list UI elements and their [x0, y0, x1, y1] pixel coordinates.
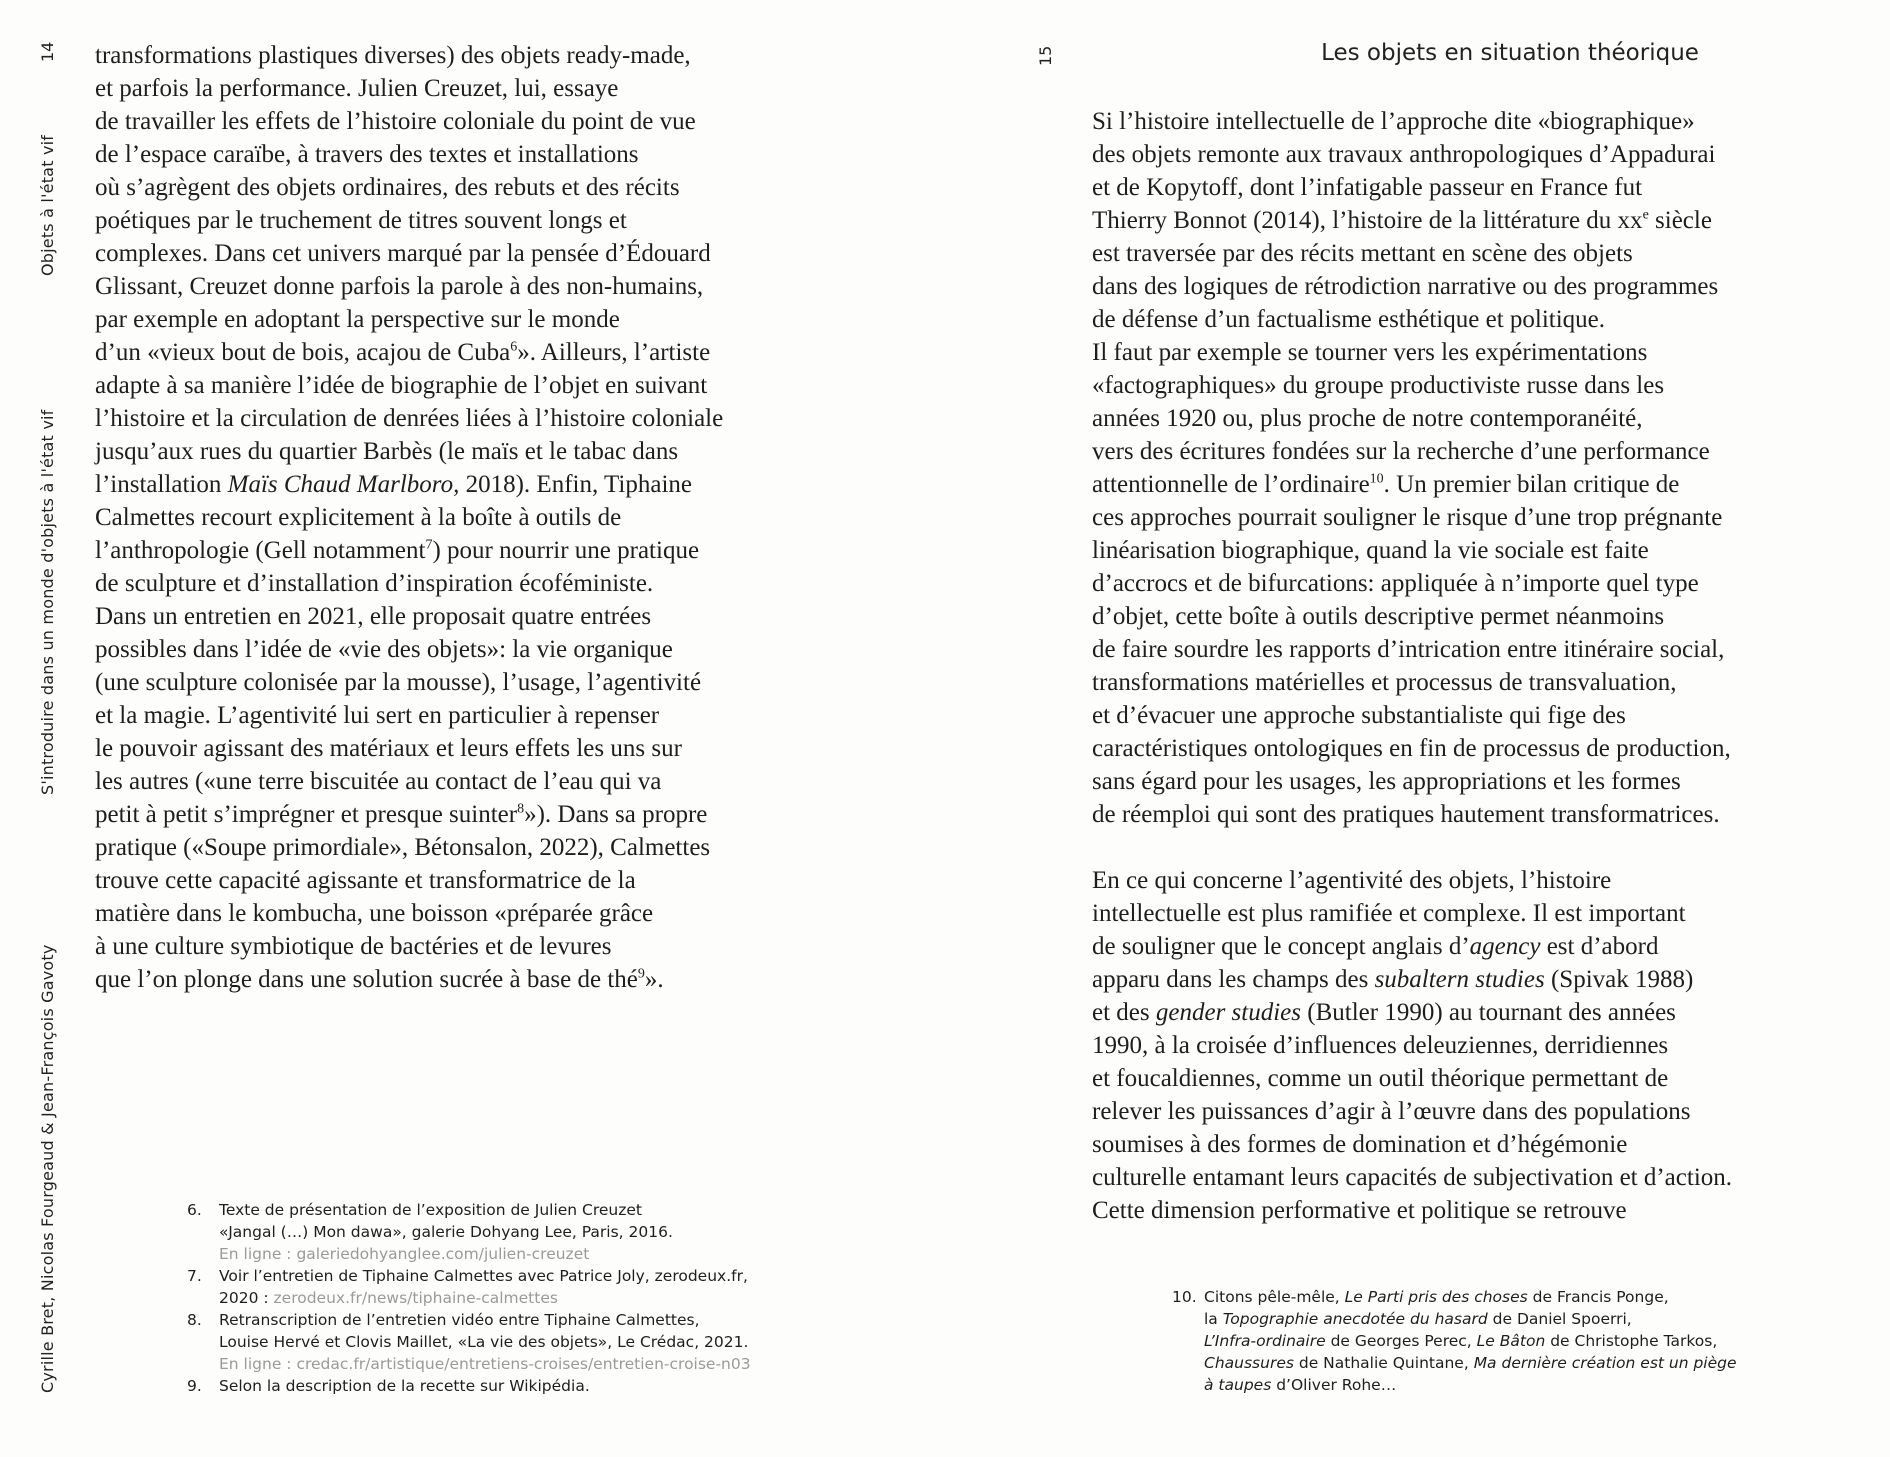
text-line: pratique («Soupe primordiale», Bétonsalon, 2022), Calmettes: [95, 834, 711, 861]
footnote-reference: 10: [1369, 471, 1384, 487]
footnote-line: la Topographie anecdotée du hasard de Daniel Spoerri,: [1204, 1310, 1632, 1328]
footnote-number: 9.: [187, 1377, 202, 1395]
running-head: Les objets en situation théorique: [1321, 40, 1699, 66]
footnote: [187, 1375, 751, 1397]
footnote: [1172, 1286, 1737, 1396]
text-line: les autres («une terre biscuitée au contact de l’eau qui va: [95, 768, 662, 795]
footnote-line: Chaussures de Nathalie Quintane, Ma dernière création est un piège: [1204, 1354, 1737, 1372]
text-line: à une culture symbiotique de bactéries et de levures: [95, 933, 612, 960]
right-body-text: [1092, 105, 1732, 1227]
text-line: adapte à sa manière l’idée de biographie de l’objet en suivant: [95, 372, 708, 399]
text-line: Si l’histoire intellectuelle de l’approche dite «biographique»: [1092, 108, 1695, 135]
text-line: d’accrocs et de bifurcations: appliquée à n’importe quel type: [1092, 570, 1699, 597]
text-line: par exemple en adoptant la perspective sur le monde: [95, 306, 620, 333]
text-line: années 1920 ou, plus proche de notre contemporanéité,: [1092, 405, 1643, 432]
text-line: de souligner que le concept anglais d’agency est d’abord: [1092, 933, 1659, 960]
text-line: et parfois la performance. Julien Creuzet, lui, essaye: [95, 75, 619, 102]
text-line: (une sculpture colonisée par la mousse), l’usage, l’agentivité: [95, 669, 702, 696]
text-line: où s’agrègent des objets ordinaires, des rebuts et des récits: [95, 174, 680, 201]
text-line: soumises à des formes de domination et d’hégémonie: [1092, 1131, 1628, 1158]
text-line: le pouvoir agissant des matériaux et leurs effets les uns sur: [95, 735, 682, 762]
text-line: de défense d’un factualisme esthétique et politique.: [1092, 306, 1606, 333]
text-line: En ce qui concerne l’agentivité des objets, l’histoire: [1092, 867, 1612, 894]
italic-title: L’Infra-ordinaire: [1204, 1332, 1326, 1350]
footnote-number: 6.: [187, 1201, 202, 1219]
page-number-left: 14: [38, 41, 57, 62]
text-line: l’histoire et la circulation de denrées liées à l’histoire coloniale: [95, 405, 724, 432]
text-line: poétiques par le truchement de titres souvent longs et: [95, 207, 627, 234]
text-line: Calmettes recourt explicitement à la boîte à outils de: [95, 504, 622, 531]
text-line: possibles dans l’idée de «vie des objets»: la vie organique: [95, 636, 673, 663]
footnote-number: 7.: [187, 1267, 202, 1285]
footnote: [187, 1265, 751, 1309]
footnote-line: à taupes d’Oliver Rohe…: [1204, 1376, 1397, 1394]
text-line: trouve cette capacité agissante et transformatrice de la: [95, 867, 636, 894]
text-line: caractéristiques ontologiques en fin de processus de production,: [1092, 735, 1731, 762]
footnote-line: Texte de présentation de l’exposition de Julien Creuzet: [219, 1201, 643, 1219]
footnote-url[interactable]: galeriedohyanglee.com/julien-creuzet: [296, 1245, 590, 1263]
text-line: et d’évacuer une approche substantialiste qui fige des: [1092, 702, 1626, 729]
italic-title: Maïs Chaud Marlboro,: [227, 471, 460, 498]
italic-title: Le Parti pris des choses: [1344, 1288, 1528, 1306]
text-line: Glissant, Creuzet donne parfois la parole à des non-humains,: [95, 273, 704, 300]
sidebar-chapter-title: S'introduire dans un monde d'objets à l'état vif: [38, 409, 57, 795]
footnote-line: Voir l’entretien de Tiphaine Calmettes avec Patrice Joly, zerodeux.fr,: [219, 1267, 748, 1285]
text-line: l’anthropologie (Gell notamment$^7$) pour nourrir une pratique: [95, 537, 700, 564]
text-line: d’objet, cette boîte à outils descriptive permet néanmoins: [1092, 603, 1665, 630]
footnote-reference: 9: [637, 966, 645, 982]
link-label: En ligne :: [219, 1245, 297, 1263]
text-line: linéarisation biographique, quand la vie sociale est faite: [1092, 537, 1649, 564]
text-line: et la magie. L’agentivité lui sert en particulier à repenser: [95, 702, 660, 729]
text-line: Dans un entretien en 2021, elle proposait quatre entrées: [95, 603, 652, 630]
text-line: complexes. Dans cet univers marqué par la pensée d’Édouard: [95, 240, 711, 267]
footnote-reference: 8: [517, 801, 525, 817]
right-footnotes: [1172, 1286, 1737, 1396]
footnote-line: Citons pêle-mêle, Le Parti pris des choses de Francis Ponge,: [1204, 1288, 1669, 1306]
footnote-url[interactable]: credac.fr/artistique/entretiens-croises/entretien-croise-n03: [296, 1355, 751, 1373]
text-line: que l’on plonge dans une solution sucrée à base de thé$^9$».: [95, 966, 664, 993]
text-line: de l’espace caraïbe, à travers des textes et installations: [95, 141, 639, 168]
footnote-link-line: 2020 : zerodeux.fr/news/tiphaine-calmettes: [219, 1289, 558, 1307]
page-number-right: 15: [1036, 45, 1055, 66]
text-line: vers des écritures fondées sur la recherche d’une performance: [1092, 438, 1710, 465]
footnote-reference: 7: [425, 537, 433, 553]
text-line: Il faut par exemple se tourner vers les expérimentations: [1092, 339, 1648, 366]
text-line: intellectuelle est plus ramifiée et complexe. Il est important: [1092, 900, 1686, 927]
text-line: attentionnelle de l’ordinaire$^{10}$. Un premier bilan critique de: [1092, 471, 1680, 498]
italic-title: gender studies: [1155, 999, 1301, 1026]
text-line: et des gender studies (Butler 1990) au tournant des années: [1092, 999, 1676, 1026]
footnote-link-line: [219, 1353, 751, 1375]
left-body-text: [95, 39, 723, 996]
text-line: d’un «vieux bout de bois, acajou de Cuba$^6$». Ailleurs, l’artiste: [95, 339, 711, 366]
text-line: culturelle entamant leurs capacités de subjectivation et d’action.: [1092, 1164, 1733, 1191]
italic-title: agency: [1469, 933, 1541, 960]
text-line: dans des logiques de rétrodiction narrative ou des programmes: [1092, 273, 1719, 300]
text-line: de réemploi qui sont des pratiques hautement transformatrices.: [1092, 801, 1720, 828]
text-line: petit à petit s’imprégner et presque suinter$^8$»). Dans sa propre: [95, 801, 708, 828]
text-line: de faire sourdre les rapports d’intrication entre itinéraire social,: [1092, 636, 1725, 663]
footnote-number: 10.: [1172, 1288, 1197, 1306]
text-line: Thierry Bonnot (2014), l’histoire de la littérature du $xx^e$ siècle: [1092, 207, 1712, 234]
footnote-link-line: [219, 1243, 751, 1265]
sidebar-authors: Cyrille Bret, Nicolas Fourgeaud & Jean-François Gavoty: [38, 944, 57, 1393]
italic-title: à taupes: [1204, 1376, 1272, 1394]
footnote-line: Louise Hervé et Clovis Maillet, «La vie des objets», Le Crédac, 2021.: [219, 1333, 749, 1351]
paragraph-break: [1092, 831, 1732, 864]
sidebar-book-title: Objets à l'état vif: [38, 134, 57, 276]
text-line: jusqu’aux rues du quartier Barbès (le maïs et le tabac dans: [95, 438, 679, 465]
italic-title: Le Bâton: [1476, 1332, 1546, 1350]
text-line: de sculpture et d’installation d’inspiration écoféministe.: [95, 570, 654, 597]
text-line: et foucaldiennes, comme un outil théorique permettant de: [1092, 1065, 1669, 1092]
text-line: relever les puissances d’agir à l’œuvre dans des populations: [1092, 1098, 1691, 1125]
italic-title: Chaussures: [1204, 1354, 1294, 1372]
footnote: [187, 1199, 751, 1265]
footnote-line: «Jangal (…) Mon dawa», galerie Dohyang Lee, Paris, 2016.: [219, 1223, 673, 1241]
text-line: apparu dans les champs des subaltern studies (Spivak 1988): [1092, 966, 1694, 993]
text-line: transformations matérielles et processus de transvaluation,: [1092, 669, 1677, 696]
italic-title: Ma dernière création est un piège: [1473, 1354, 1737, 1372]
footnote-reference: e: [1642, 207, 1649, 223]
footnote: [187, 1309, 751, 1375]
footnote-line: L’Infra-ordinaire de Georges Perec, Le Bâton de Christophe Tarkos,: [1204, 1332, 1718, 1350]
italic-title: Topographie anecdotée du hasard: [1222, 1310, 1488, 1328]
text-line: 1990, à la croisée d’influences deleuziennes, derridiennes: [1092, 1032, 1669, 1059]
left-footnotes: [187, 1199, 751, 1397]
text-line: Cette dimension performative et politique se retrouve: [1092, 1197, 1627, 1224]
text-line: transformations plastiques diverses) des objets ready-made,: [95, 42, 691, 69]
text-line: «factographiques» du groupe productiviste russe dans les: [1092, 372, 1665, 399]
link-label: En ligne :: [219, 1355, 297, 1373]
text-line: des objets remonte aux travaux anthropologiques d’Appadurai: [1092, 141, 1716, 168]
text-line: matière dans le kombucha, une boisson «préparée grâce: [95, 900, 654, 927]
text-line: et de Kopytoff, dont l’infatigable passeur en France fut: [1092, 174, 1643, 201]
text-line: sans égard pour les usages, les appropriations et les formes: [1092, 768, 1681, 795]
footnote-url[interactable]: zerodeux.fr/news/tiphaine-calmettes: [273, 1289, 558, 1307]
text-line: de travailler les effets de l’histoire coloniale du point de vue: [95, 108, 696, 135]
text-line: est traversée par des récits mettant en scène des objets: [1092, 240, 1633, 267]
footnote-number: 8.: [187, 1311, 202, 1329]
italic-title: subaltern studies: [1374, 966, 1545, 993]
footnote-line: Retranscription de l’entretien vidéo entre Tiphaine Calmettes,: [219, 1311, 700, 1329]
text-line: l’installation Maïs Chaud Marlboro, 2018). Enfin, Tiphaine: [95, 471, 693, 498]
text-line: ces approches pourrait souligner le risque d’une trop prégnante: [1092, 504, 1723, 531]
footnote-line: Selon la description de la recette sur Wikipédia.: [219, 1377, 590, 1395]
footnote-reference: 6: [510, 339, 518, 355]
